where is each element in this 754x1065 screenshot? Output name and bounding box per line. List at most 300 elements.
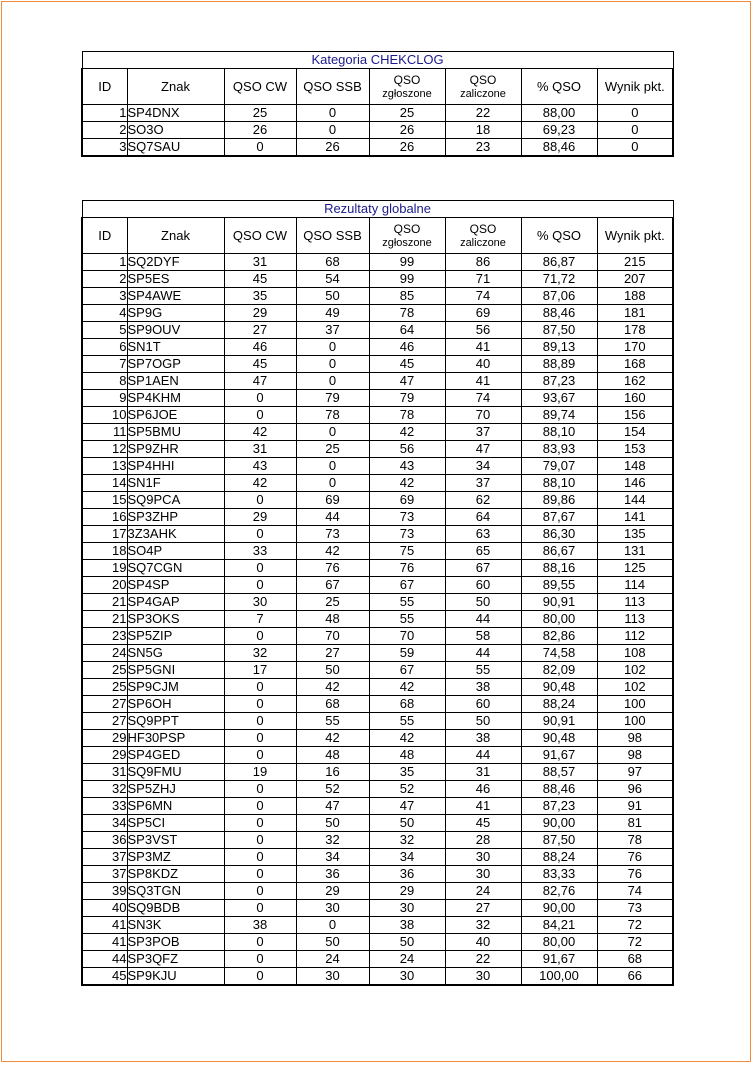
cell-id: 13 — [82, 458, 127, 475]
cell-ssb: 50 — [296, 815, 369, 832]
cell-confirmed: 38 — [445, 730, 521, 747]
table-row — [82, 679, 673, 696]
cell-score: 112 — [597, 628, 673, 645]
cell-reported: 59 — [369, 645, 445, 662]
header-ssb: QSO SSB — [296, 69, 369, 105]
header-pct: % QSO — [521, 218, 597, 254]
cell-score: 148 — [597, 458, 673, 475]
cell-ssb: 0 — [296, 105, 369, 122]
cell-reported: 55 — [369, 611, 445, 628]
cell-id: 24 — [82, 645, 127, 662]
cell-cw: 29 — [224, 509, 296, 526]
cell-confirmed: 41 — [445, 339, 521, 356]
cell-ssb: 36 — [296, 866, 369, 883]
cell-ssb: 16 — [296, 764, 369, 781]
cell-call: SQ9FMU — [127, 764, 224, 781]
cell-confirmed: 23 — [445, 139, 521, 157]
table-row — [82, 730, 673, 747]
cell-cw: 0 — [224, 900, 296, 917]
table-row — [82, 543, 673, 560]
cell-call: SN1F — [127, 475, 224, 492]
cell-reported: 67 — [369, 662, 445, 679]
cell-id: 16 — [82, 509, 127, 526]
cell-pct: 86,30 — [521, 526, 597, 543]
cell-pct: 83,93 — [521, 441, 597, 458]
cell-confirmed: 56 — [445, 322, 521, 339]
cell-ssb: 55 — [296, 713, 369, 730]
cell-call: SP3ZHP — [127, 509, 224, 526]
table-row — [82, 122, 673, 139]
cell-pct: 87,50 — [521, 322, 597, 339]
cell-ssb: 50 — [296, 288, 369, 305]
cell-pct: 90,00 — [521, 815, 597, 832]
cell-score: 72 — [597, 917, 673, 934]
cell-confirmed: 18 — [445, 122, 521, 139]
cell-call: SP4KHM — [127, 390, 224, 407]
cell-reported: 52 — [369, 781, 445, 798]
cell-reported: 30 — [369, 900, 445, 917]
cell-pct: 90,91 — [521, 713, 597, 730]
cell-ssb: 0 — [296, 475, 369, 492]
cell-pct: 71,72 — [521, 271, 597, 288]
cell-reported: 42 — [369, 424, 445, 441]
table-row — [82, 815, 673, 832]
cell-reported: 43 — [369, 458, 445, 475]
header-score: Wynik pkt. — [597, 218, 673, 254]
cell-confirmed: 40 — [445, 356, 521, 373]
cell-pct: 100,00 — [521, 968, 597, 986]
cell-score: 170 — [597, 339, 673, 356]
cell-ssb: 70 — [296, 628, 369, 645]
cell-cw: 0 — [224, 747, 296, 764]
cell-score: 125 — [597, 560, 673, 577]
cell-reported: 99 — [369, 254, 445, 271]
cell-cw: 31 — [224, 254, 296, 271]
cell-call: SP9OUV — [127, 322, 224, 339]
cell-call: SP3POB — [127, 934, 224, 951]
cell-score: 102 — [597, 679, 673, 696]
cell-ssb: 50 — [296, 934, 369, 951]
cell-reported: 55 — [369, 713, 445, 730]
table-row — [82, 883, 673, 900]
cell-cw: 45 — [224, 271, 296, 288]
cell-cw: 0 — [224, 815, 296, 832]
cell-confirmed: 38 — [445, 679, 521, 696]
cell-id: 17 — [82, 526, 127, 543]
cell-id: 27 — [82, 713, 127, 730]
cell-pct: 87,67 — [521, 509, 597, 526]
cell-ssb: 44 — [296, 509, 369, 526]
cell-reported: 25 — [369, 105, 445, 122]
cell-call: SP1AEN — [127, 373, 224, 390]
table-row — [82, 407, 673, 424]
cell-cw: 0 — [224, 968, 296, 986]
cell-reported: 79 — [369, 390, 445, 407]
cell-id: 3 — [82, 288, 127, 305]
cell-id: 2 — [82, 122, 127, 139]
header-reported: QSO zgłoszone — [369, 69, 445, 105]
cell-confirmed: 44 — [445, 611, 521, 628]
cell-call: SP9ZHR — [127, 441, 224, 458]
cell-reported: 73 — [369, 509, 445, 526]
cell-confirmed: 44 — [445, 645, 521, 662]
cell-cw: 30 — [224, 594, 296, 611]
cell-call: SP6JOE — [127, 407, 224, 424]
cell-ssb: 52 — [296, 781, 369, 798]
cell-score: 181 — [597, 305, 673, 322]
cell-confirmed: 64 — [445, 509, 521, 526]
cell-call: SQ9BDB — [127, 900, 224, 917]
global-results-table — [81, 200, 674, 986]
cell-reported: 32 — [369, 832, 445, 849]
cell-pct: 84,21 — [521, 917, 597, 934]
cell-call: SQ2DYF — [127, 254, 224, 271]
cell-cw: 0 — [224, 951, 296, 968]
table-row — [82, 560, 673, 577]
table-row — [82, 696, 673, 713]
header-call: Znak — [127, 218, 224, 254]
cell-confirmed: 65 — [445, 543, 521, 560]
cell-call: SP5ES — [127, 271, 224, 288]
cell-call: SQ7CGN — [127, 560, 224, 577]
cell-call: SP9KJU — [127, 968, 224, 986]
cell-call: SP9CJM — [127, 679, 224, 696]
cell-confirmed: 30 — [445, 849, 521, 866]
cell-confirmed: 37 — [445, 424, 521, 441]
cell-id: 45 — [82, 968, 127, 986]
cell-call: SP4AWE — [127, 288, 224, 305]
cell-reported: 45 — [369, 356, 445, 373]
table-row — [82, 492, 673, 509]
cell-id: 2 — [82, 271, 127, 288]
cell-reported: 42 — [369, 679, 445, 696]
cell-call: SP4DNX — [127, 105, 224, 122]
header-confirmed: QSO zaliczone — [445, 218, 521, 254]
cell-confirmed: 31 — [445, 764, 521, 781]
cell-ssb: 79 — [296, 390, 369, 407]
cell-confirmed: 41 — [445, 798, 521, 815]
cell-call: SP5ZHJ — [127, 781, 224, 798]
cell-call: SP7OGP — [127, 356, 224, 373]
cell-confirmed: 58 — [445, 628, 521, 645]
cell-confirmed: 34 — [445, 458, 521, 475]
cell-ssb: 29 — [296, 883, 369, 900]
cell-ssb: 42 — [296, 730, 369, 747]
cell-confirmed: 50 — [445, 713, 521, 730]
cell-id: 25 — [82, 679, 127, 696]
cell-ssb: 67 — [296, 577, 369, 594]
cell-reported: 42 — [369, 730, 445, 747]
cell-confirmed: 22 — [445, 951, 521, 968]
cell-id: 23 — [82, 628, 127, 645]
cell-score: 76 — [597, 849, 673, 866]
cell-id: 29 — [82, 747, 127, 764]
header-call: Znak — [127, 69, 224, 105]
cell-ssb: 50 — [296, 662, 369, 679]
table-row — [82, 288, 673, 305]
cell-score: 0 — [597, 139, 673, 157]
cell-ssb: 48 — [296, 747, 369, 764]
cell-id: 11 — [82, 424, 127, 441]
cell-score: 114 — [597, 577, 673, 594]
cell-ssb: 68 — [296, 254, 369, 271]
cell-score: 178 — [597, 322, 673, 339]
header-reported: QSO zgłoszone — [369, 218, 445, 254]
cell-confirmed: 24 — [445, 883, 521, 900]
cell-score: 131 — [597, 543, 673, 560]
cell-cw: 31 — [224, 441, 296, 458]
cell-call: SQ7SAU — [127, 139, 224, 157]
table-row — [82, 611, 673, 628]
cell-pct: 69,23 — [521, 122, 597, 139]
cell-score: 162 — [597, 373, 673, 390]
cell-score: 154 — [597, 424, 673, 441]
cell-call: SP3VST — [127, 832, 224, 849]
cell-confirmed: 30 — [445, 968, 521, 986]
cell-call: SN1T — [127, 339, 224, 356]
cell-call: SP3QFZ — [127, 951, 224, 968]
cell-cw: 32 — [224, 645, 296, 662]
global-rows — [82, 254, 673, 986]
cell-score: 78 — [597, 832, 673, 849]
table-row — [82, 373, 673, 390]
cell-reported: 69 — [369, 492, 445, 509]
cell-cw: 47 — [224, 373, 296, 390]
cell-pct: 79,07 — [521, 458, 597, 475]
cell-id: 6 — [82, 339, 127, 356]
cell-reported: 26 — [369, 122, 445, 139]
cell-cw: 26 — [224, 122, 296, 139]
cell-reported: 64 — [369, 322, 445, 339]
cell-id: 4 — [82, 305, 127, 322]
cell-score: 146 — [597, 475, 673, 492]
cell-ssb: 0 — [296, 424, 369, 441]
cell-call: 3Z3AHK — [127, 526, 224, 543]
cell-pct: 88,10 — [521, 475, 597, 492]
cell-id: 9 — [82, 390, 127, 407]
cell-reported: 48 — [369, 747, 445, 764]
cell-ssb: 54 — [296, 271, 369, 288]
cell-score: 0 — [597, 122, 673, 139]
cell-confirmed: 32 — [445, 917, 521, 934]
cell-score: 96 — [597, 781, 673, 798]
cell-call: SP6OH — [127, 696, 224, 713]
cell-cw: 35 — [224, 288, 296, 305]
cell-call: SP5CI — [127, 815, 224, 832]
cell-ssb: 0 — [296, 917, 369, 934]
table-row — [82, 339, 673, 356]
table-row — [82, 458, 673, 475]
cell-score: 66 — [597, 968, 673, 986]
cell-pct: 90,91 — [521, 594, 597, 611]
cell-confirmed: 55 — [445, 662, 521, 679]
table-row — [82, 390, 673, 407]
table-row — [82, 441, 673, 458]
table-row — [82, 139, 673, 157]
header-cw: QSO CW — [224, 218, 296, 254]
cell-call: SO3O — [127, 122, 224, 139]
cell-ssb: 76 — [296, 560, 369, 577]
cell-confirmed: 46 — [445, 781, 521, 798]
cell-confirmed: 62 — [445, 492, 521, 509]
cell-score: 100 — [597, 713, 673, 730]
cell-cw: 7 — [224, 611, 296, 628]
cell-cw: 0 — [224, 798, 296, 815]
cell-call: SP6MN — [127, 798, 224, 815]
cell-reported: 24 — [369, 951, 445, 968]
cell-pct: 80,00 — [521, 934, 597, 951]
cell-reported: 99 — [369, 271, 445, 288]
table-row — [82, 798, 673, 815]
cell-ssb: 78 — [296, 407, 369, 424]
cell-id: 5 — [82, 322, 127, 339]
cell-call: SO4P — [127, 543, 224, 560]
cell-cw: 19 — [224, 764, 296, 781]
global-title: Rezultaty globalne — [82, 201, 673, 218]
table-row — [82, 271, 673, 288]
cell-score: 0 — [597, 105, 673, 122]
cell-pct: 86,87 — [521, 254, 597, 271]
cell-score: 81 — [597, 815, 673, 832]
cell-pct: 87,50 — [521, 832, 597, 849]
table-row — [82, 764, 673, 781]
cell-call: SP5BMU — [127, 424, 224, 441]
cell-pct: 87,23 — [521, 798, 597, 815]
cell-reported: 50 — [369, 934, 445, 951]
cell-cw: 45 — [224, 356, 296, 373]
cell-score: 156 — [597, 407, 673, 424]
cell-id: 21 — [82, 611, 127, 628]
cell-pct: 89,55 — [521, 577, 597, 594]
cell-cw: 0 — [224, 696, 296, 713]
cell-score: 73 — [597, 900, 673, 917]
cell-score: 108 — [597, 645, 673, 662]
cell-cw: 0 — [224, 713, 296, 730]
cell-ssb: 49 — [296, 305, 369, 322]
cell-reported: 85 — [369, 288, 445, 305]
cell-call: SP8KDZ — [127, 866, 224, 883]
cell-confirmed: 70 — [445, 407, 521, 424]
table-row — [82, 900, 673, 917]
cell-ssb: 25 — [296, 594, 369, 611]
checklog-table — [81, 51, 674, 157]
cell-ssb: 26 — [296, 139, 369, 157]
cell-pct: 90,00 — [521, 900, 597, 917]
cell-id: 39 — [82, 883, 127, 900]
cell-cw: 0 — [224, 577, 296, 594]
table-row — [82, 577, 673, 594]
cell-ssb: 24 — [296, 951, 369, 968]
cell-id: 21 — [82, 594, 127, 611]
cell-reported: 29 — [369, 883, 445, 900]
cell-call: SP4HHI — [127, 458, 224, 475]
table-row — [82, 322, 673, 339]
cell-ssb: 0 — [296, 339, 369, 356]
cell-reported: 68 — [369, 696, 445, 713]
cell-reported: 34 — [369, 849, 445, 866]
cell-ssb: 30 — [296, 900, 369, 917]
cell-ssb: 42 — [296, 543, 369, 560]
cell-id: 3 — [82, 139, 127, 157]
cell-call: SN5G — [127, 645, 224, 662]
cell-pct: 89,74 — [521, 407, 597, 424]
cell-score: 76 — [597, 866, 673, 883]
cell-cw: 0 — [224, 934, 296, 951]
cell-score: 102 — [597, 662, 673, 679]
cell-id: 40 — [82, 900, 127, 917]
cell-ssb: 69 — [296, 492, 369, 509]
cell-score: 74 — [597, 883, 673, 900]
cell-pct: 88,24 — [521, 696, 597, 713]
cell-pct: 88,57 — [521, 764, 597, 781]
cell-cw: 0 — [224, 492, 296, 509]
cell-pct: 90,48 — [521, 730, 597, 747]
cell-pct: 87,06 — [521, 288, 597, 305]
cell-ssb: 42 — [296, 679, 369, 696]
cell-pct: 91,67 — [521, 747, 597, 764]
cell-cw: 0 — [224, 883, 296, 900]
cell-id: 25 — [82, 662, 127, 679]
cell-cw: 38 — [224, 917, 296, 934]
cell-call: SP4GAP — [127, 594, 224, 611]
cell-reported: 67 — [369, 577, 445, 594]
cell-reported: 36 — [369, 866, 445, 883]
cell-ssb: 34 — [296, 849, 369, 866]
table-row — [82, 645, 673, 662]
cell-pct: 88,46 — [521, 781, 597, 798]
cell-id: 44 — [82, 951, 127, 968]
cell-confirmed: 86 — [445, 254, 521, 271]
cell-id: 15 — [82, 492, 127, 509]
cell-cw: 27 — [224, 322, 296, 339]
cell-cw: 0 — [224, 832, 296, 849]
cell-id: 41 — [82, 917, 127, 934]
cell-score: 160 — [597, 390, 673, 407]
cell-ssb: 0 — [296, 458, 369, 475]
checklog-title: Kategoria CHEKCLOG — [82, 52, 673, 69]
cell-id: 32 — [82, 781, 127, 798]
cell-score: 91 — [597, 798, 673, 815]
cell-id: 10 — [82, 407, 127, 424]
cell-cw: 0 — [224, 628, 296, 645]
cell-confirmed: 45 — [445, 815, 521, 832]
cell-cw: 0 — [224, 730, 296, 747]
cell-score: 144 — [597, 492, 673, 509]
cell-id: 29 — [82, 730, 127, 747]
header-score: Wynik pkt. — [597, 69, 673, 105]
table-row — [82, 662, 673, 679]
cell-ssb: 32 — [296, 832, 369, 849]
cell-confirmed: 67 — [445, 560, 521, 577]
table-row — [82, 951, 673, 968]
cell-ssb: 73 — [296, 526, 369, 543]
cell-confirmed: 37 — [445, 475, 521, 492]
cell-reported: 78 — [369, 305, 445, 322]
header-id: ID — [82, 218, 127, 254]
cell-confirmed: 50 — [445, 594, 521, 611]
cell-ssb: 48 — [296, 611, 369, 628]
cell-pct: 88,10 — [521, 424, 597, 441]
table-row — [82, 105, 673, 122]
cell-call: SP5ZIP — [127, 628, 224, 645]
cell-pct: 88,46 — [521, 139, 597, 157]
cell-score: 68 — [597, 951, 673, 968]
table-row — [82, 832, 673, 849]
cell-cw: 0 — [224, 526, 296, 543]
cell-ssb: 37 — [296, 322, 369, 339]
cell-call: HF30PSP — [127, 730, 224, 747]
cell-ssb: 27 — [296, 645, 369, 662]
